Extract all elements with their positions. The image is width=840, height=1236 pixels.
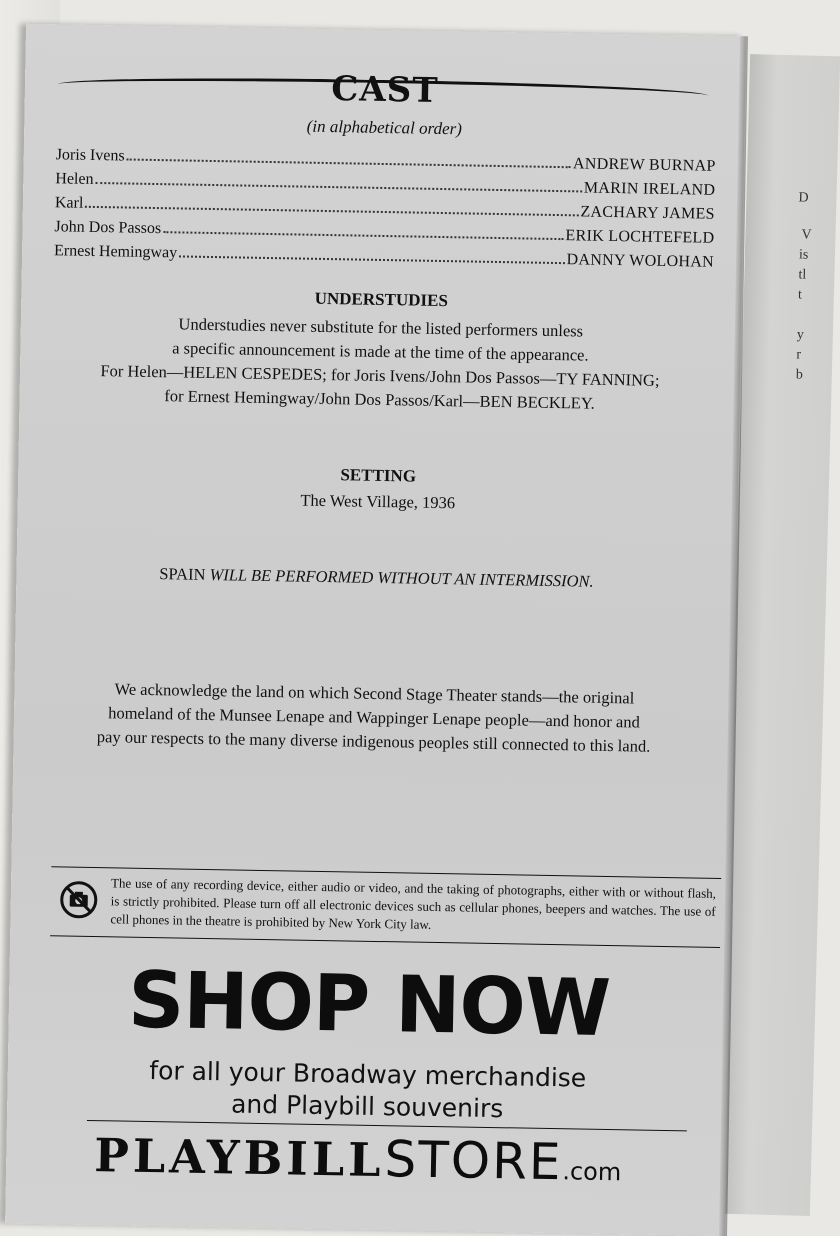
understudies-line: For Helen—HELEN CESPEDES; for Joris Ivens/John Dos Passos—TY FANNING;: [100, 361, 660, 390]
ad-line-1: for all your Broadway merchandise: [149, 1056, 587, 1093]
understudies-heading: UNDERSTUDIES: [314, 288, 449, 311]
playbill-store-logo: [94, 1125, 622, 1192]
leader-dots: [95, 182, 581, 192]
logo-suffix: .com: [562, 1157, 622, 1187]
setting-heading: SETTING: [340, 465, 417, 486]
understudies-line: for Ernest Hemingway/John Dos Passos/Karl—BEN BECKLEY.: [164, 386, 595, 413]
facing-page-fragment: is: [798, 247, 809, 263]
role-name: John Dos Passos: [54, 218, 162, 238]
actor-name: ANDREW BURNAP: [572, 155, 716, 175]
role-name: Ernest Hemingway: [53, 242, 178, 262]
leader-dots: [85, 206, 578, 217]
understudies-line: a specific announcement is made at the time of the appearance.: [172, 338, 589, 365]
logo-playbill: PLAYBILL: [93, 1128, 386, 1188]
understudies-line: Understudies never substitute for the listed performers unless: [178, 314, 584, 341]
facing-page-fragment: t: [797, 287, 802, 303]
actor-name: DANNY WOLOHAN: [566, 251, 715, 271]
role-name: Helen: [55, 170, 94, 188]
role-name: Karl: [54, 194, 84, 212]
logo-store: STORE: [384, 1130, 564, 1192]
actor-name: ZACHARY JAMES: [580, 203, 715, 223]
cast-title: CAST: [330, 69, 439, 111]
role-name: Joris Ivens: [55, 146, 125, 165]
cast-subtitle: (in alphabetical order): [306, 116, 463, 139]
facing-page-fragment: b: [795, 367, 804, 383]
leader-dots: [127, 158, 571, 168]
land-acknowledgment-line: homeland of the Munsee Lenape and Wappinger Lenape people—and honor and: [108, 703, 640, 732]
land-acknowledgment-line: We acknowledge the land on which Second Stage Theater stands—the original: [114, 679, 635, 708]
playbill-page: [5, 24, 746, 1236]
recording-notice: [50, 866, 721, 948]
intermission-note: [16, 562, 736, 595]
land-acknowledgment-line: pay our respects to the many diverse indigenous peoples still connected to this land.: [96, 727, 651, 756]
actor-name: MARIN IRELAND: [583, 179, 716, 199]
facing-page-fragment: V: [801, 227, 812, 243]
notice-text: The use of any recording device, either audio or video, and the taking of photographs, either with or without flash, is strictly prohibited. Please turn off all electronic devices such as cellular phones, beepers and watches. The use of cell phones in the theatre is prohibited by New York City law.: [110, 875, 717, 932]
ad-line-2: and Playbill souvenirs: [230, 1089, 504, 1124]
actor-name: ERIK LOCHTEFELD: [565, 227, 715, 247]
setting-text: The West Village, 1936: [300, 490, 456, 513]
facing-page-fragment: r: [796, 347, 802, 363]
intermission-text: WILL BE PERFORMED WITHOUT AN INTERMISSION.: [205, 564, 594, 591]
facing-page-fragment: y: [796, 327, 805, 343]
facing-page-fragment: D: [798, 190, 809, 206]
no-camera-icon: [58, 879, 99, 920]
facing-page-fragment: tl: [798, 267, 807, 283]
shop-now-headline: SHOP NOW: [127, 955, 611, 1055]
show-title: SPAIN: [159, 564, 206, 584]
leader-dots: [179, 255, 564, 264]
leader-dots: [163, 231, 563, 240]
